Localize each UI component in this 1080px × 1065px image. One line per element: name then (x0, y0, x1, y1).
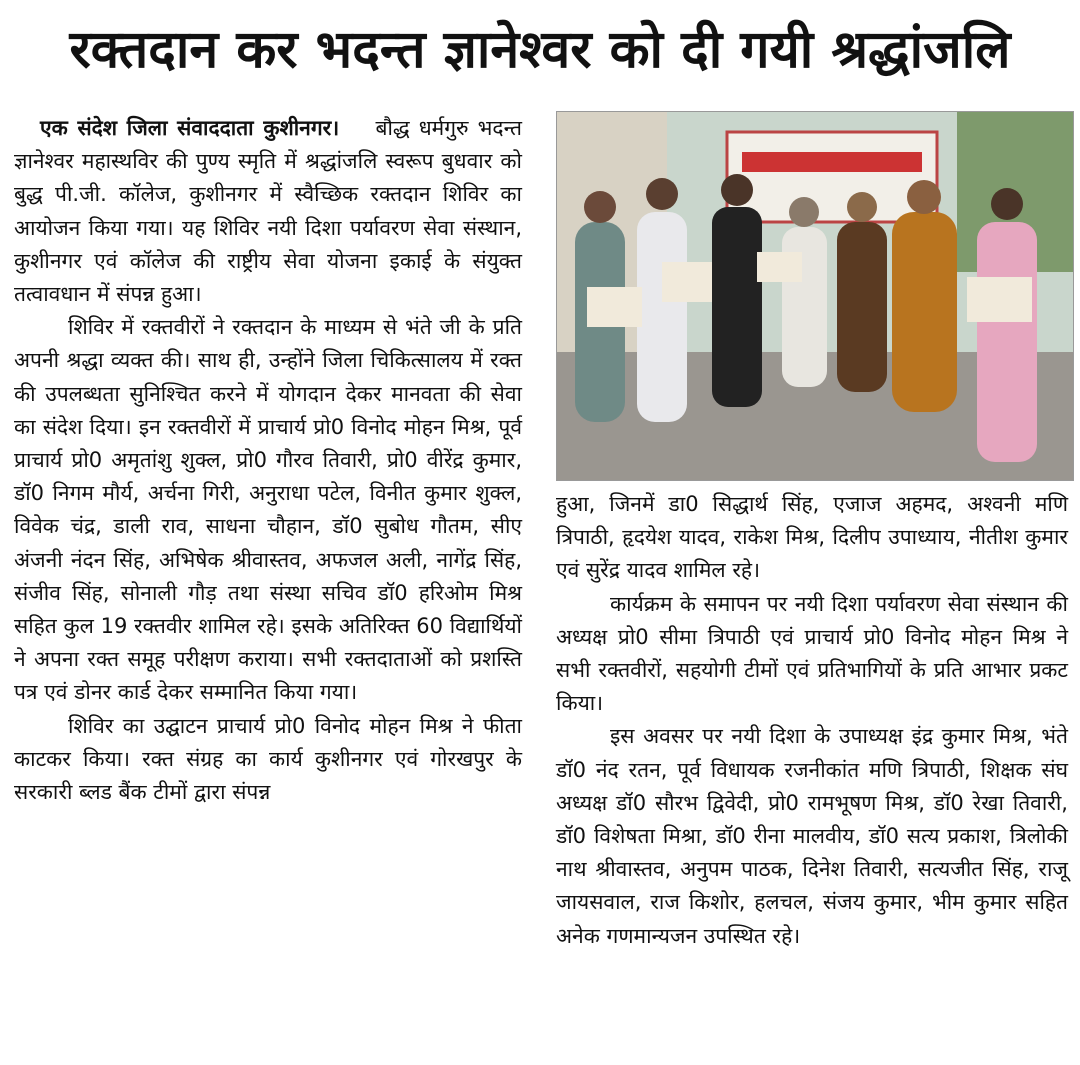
photo-illustration (557, 112, 1073, 480)
paragraph-4: हुआ, जिनमें डा0 सिद्धार्थ सिंह, एजाज अहमद, अश्वनी मणि त्रिपाठी, हृदयेश यादव, राकेश मिश्र, दिलीप उपाध्याय, नीतीश कुमार एवं सुरेंद्र यादव शामिल रहे। (556, 492, 1068, 583)
headline: रक्तदान कर भदन्त ज्ञानेश्वर को दी गयी श्रद्धांजलि (69, 20, 1011, 80)
dateline: एक संदेश जिला संवाददाता कुशीनगर। (40, 116, 340, 140)
news-photo (556, 111, 1074, 481)
paragraph-2: शिविर में रक्तवीरों ने रक्तदान के माध्यम से भंते जी के प्रति अपनी श्रद्धा व्यक्त की। साथ ही, उन्होंने जिला चिकित्सालय में रक्त की उपलब्धता सुनिश्चित करने में योगदान देकर मानवता की सेवा का संदेश दिया। इन रक्तवीरों में प्राचार्य प्रो0 विनोद मोहन मिश्र, पूर्व प्राचार्य प्रो0 अमृतांशु शुक्ल, प्रो0 गौरव तिवारी, प्रो0 वीरेंद्र कुमार, डॉ0 निगम मौर्य, अर्चना गिरी, अनुराधा पटेल, विनीत कुमार शुक्ल, विवेक चंद्र, डाली राव, साधना चौहान, डॉ0 सुबोध गौतम, सीए अंजनी नंदन सिंह, अभिषेक श्रीवास्तव, अफजल अली, नागेंद्र सिंह, संजीव सिंह, सोनाली गौड़ तथा संस्था सचिव डॉ0 हरिओम मिश्र सहित कुल 19 रक्तवीर शामिल रहे। इसके अतिरिक्त 60 विद्यार्थियों ने अपना रक्त समूह परीक्षण कराया। सभी रक्तदाताओं को प्रशस्ति पत्र एवं डोनर कार्ड देकर सम्मानित किया गया। (14, 315, 522, 705)
paragraph-6: इस अवसर पर नयी दिशा के उपाध्यक्ष इंद्र कुमार मिश्र, भंते डॉ0 नंद रतन, पूर्व विधायक रजनीकांत मणि त्रिपाठी, शिक्षक संघ अध्यक्ष डॉ0 सौरभ द्विवेदी, प्रो0 रामभूषण मिश्र, डॉ0 रेखा तिवारी, डॉ0 विशेषता मिश्रा, डॉ0 रीना मालवीय, डॉ0 सत्य प्रकाश, त्रिलोकी नाथ श्रीवास्तव, अनुपम पाठक, दिनेश तिवारी, सत्यजीत सिंह, राजू जायसवाल, राज किशोर, हलचल, संजय कुमार, भीम कुमार सहित अनेक गणमान्यजन उपस्थित रहे। (556, 724, 1068, 948)
left-column (14, 112, 522, 809)
paragraph-3: शिविर का उद्घाटन प्राचार्य प्रो0 विनोद मोहन मिश्र ने फीता काटकर किया। रक्त संग्रह का कार्य कुशीनगर एवं गोरखपुर के सरकारी ब्लड बैंक टीमों द्वारा संपन्न (14, 713, 522, 805)
right-column (556, 488, 1068, 953)
paragraph-1 (14, 112, 522, 311)
paragraph-1-text: बौद्ध धर्मगुरु भदन्त ज्ञानेश्वर महास्थविर की पुण्य स्मृति में श्रद्धांजलि स्वरूप बुधवार को बुद्ध पी.जी. कॉलेज, कुशीनगर में स्वैच्छिक रक्तदान शिविर का आयोजन किया गया। यह शिविर नयी दिशा पर्यावरण सेवा संस्थान, कुशीनगर एवं कॉलेज की राष्ट्रीय सेवा योजना इकाई के संयुक्त तत्वावधान में संपन्न हुआ। (14, 116, 523, 307)
paragraph-5: कार्यक्रम के समापन पर नयी दिशा पर्यावरण सेवा संस्थान की अध्यक्ष प्रो0 सीमा त्रिपाठी एवं प्राचार्य प्रो0 विनोद मोहन मिश्र ने सभी रक्तवीरों, सहयोगी टीमों एवं प्रतिभागियों के प्रति आभार प्रकट किया। (556, 591, 1068, 716)
